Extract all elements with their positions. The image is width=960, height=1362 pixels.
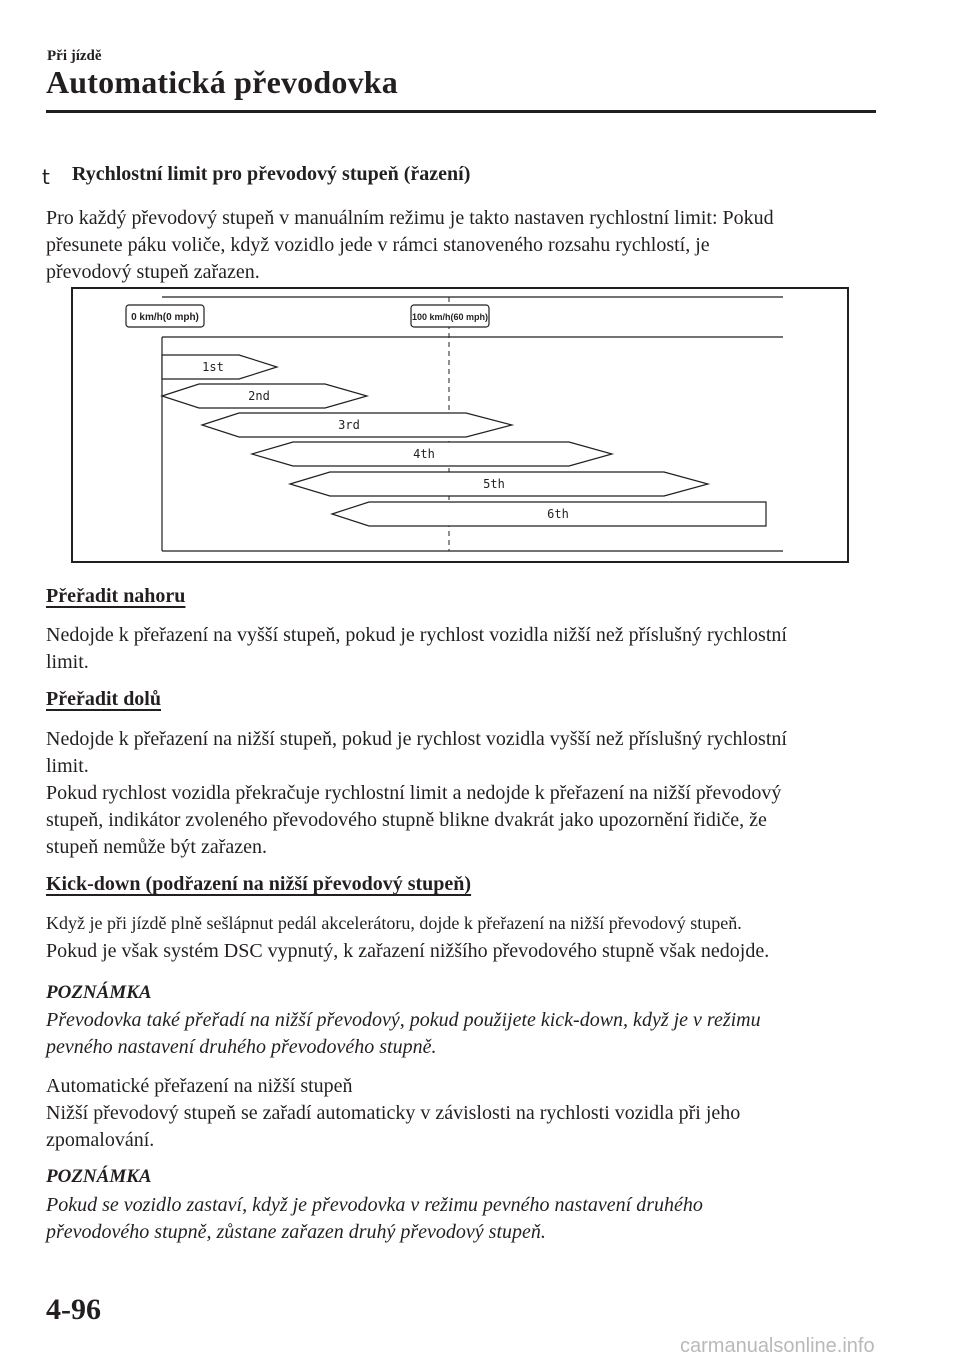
intro-paragraph bbox=[46, 205, 886, 286]
downshift-paragraph bbox=[46, 726, 886, 861]
gear-1st-label: 1st bbox=[202, 360, 224, 374]
auto-downshift-line: zpomalování. bbox=[46, 1129, 155, 1151]
downshift-line: Pokud rychlost vozidla překračuje rychlostní limit a nedojde k přeřazení na nižší převodový bbox=[46, 782, 782, 804]
note-line: Pokud se vozidlo zastaví, když je převodovka v režimu pevného nastavení druhého bbox=[46, 1194, 703, 1216]
gear-6th-label: 6th bbox=[547, 507, 569, 521]
note-heading: POZNÁMKA bbox=[46, 982, 152, 1003]
subsection-marker: t bbox=[42, 165, 50, 189]
intro-line: přesunete páku voliče, když vozidlo jede v rámci stanoveného rozsahu rychlostí, je bbox=[46, 234, 710, 256]
note-text bbox=[46, 1007, 886, 1061]
gear-2nd-label: 2nd bbox=[248, 389, 270, 403]
note-line: převodového stupně, zůstane zařazen druhý převodový stupeň. bbox=[46, 1221, 546, 1243]
downshift-line: stupeň nemůže být zařazen. bbox=[46, 836, 268, 858]
subsection-title: Rychlostní limit pro převodový stupeň (řazení) bbox=[72, 163, 471, 185]
kickdown-small-line: Když je při jízdě plně sešlápnut pedál akcelerátoru, dojde k přeřazení na nižší převodový stupeň. bbox=[46, 913, 742, 933]
gear-4th-label: 4th bbox=[413, 447, 435, 461]
page-number: 4-96 bbox=[46, 1293, 101, 1326]
upshift-heading: Přeřadit nahoru bbox=[46, 585, 186, 607]
upshift-paragraph bbox=[46, 622, 886, 676]
intro-line: převodový stupeň zařazen. bbox=[46, 261, 260, 283]
upshift-line: Nedojde k přeřazení na vyšší stupeň, pokud je rychlost vozidla nižší než příslušný rychlostní bbox=[46, 624, 787, 646]
section-label: Při jízdě bbox=[47, 48, 102, 64]
page-title: Automatická převodovka bbox=[46, 64, 398, 100]
auto-downshift-line: Nižší převodový stupeň se zařadí automaticky v závislosti na rychlosti vozidla při jeho bbox=[46, 1102, 741, 1124]
kickdown-line: Pokud je však systém DSC vypnutý, k zařazení nižšího převodového stupně však nedojde. bbox=[46, 940, 770, 962]
note-line: Převodovka také přeřadí na nižší převodový, pokud použijete kick-down, když je v režimu bbox=[46, 1009, 761, 1031]
note-text bbox=[46, 1192, 886, 1246]
kickdown-heading: Kick-down (podřazení na nižší převodový stupeň) bbox=[46, 873, 472, 895]
note-heading: POZNÁMKA bbox=[46, 1166, 152, 1187]
downshift-line: Nedojde k přeřazení na nižší stupeň, pokud je rychlost vozidla vyšší než příslušný rychlostní bbox=[46, 728, 787, 750]
upshift-line: limit. bbox=[46, 651, 89, 673]
watermark: carmanualsonline.info bbox=[680, 1335, 875, 1357]
gear-range-chart bbox=[73, 289, 847, 561]
gear-speed-diagram bbox=[71, 287, 849, 563]
note-line: pevného nastavení druhého převodového stupně. bbox=[46, 1036, 437, 1058]
auto-downshift-paragraph bbox=[46, 1073, 886, 1154]
title-rule bbox=[46, 110, 876, 113]
gear-5th-label: 5th bbox=[483, 477, 505, 491]
downshift-line: limit. bbox=[46, 755, 89, 777]
mid-speed-label: 100 km/h(60 mph) bbox=[411, 312, 489, 322]
start-speed-label: 0 km/h(0 mph) bbox=[131, 312, 199, 323]
downshift-heading: Přeřadit dolů bbox=[46, 688, 161, 710]
auto-downshift-line: Automatické přeřazení na nižší stupeň bbox=[46, 1075, 353, 1097]
intro-line: Pro každý převodový stupeň v manuálním režimu je takto nastaven rychlostní limit: Pokud bbox=[46, 207, 774, 229]
downshift-line: stupeň, indikátor zvoleného převodového stupně blikne dvakrát jako upozornění řidiče, že bbox=[46, 809, 767, 831]
gear-3rd-label: 3rd bbox=[338, 418, 360, 432]
